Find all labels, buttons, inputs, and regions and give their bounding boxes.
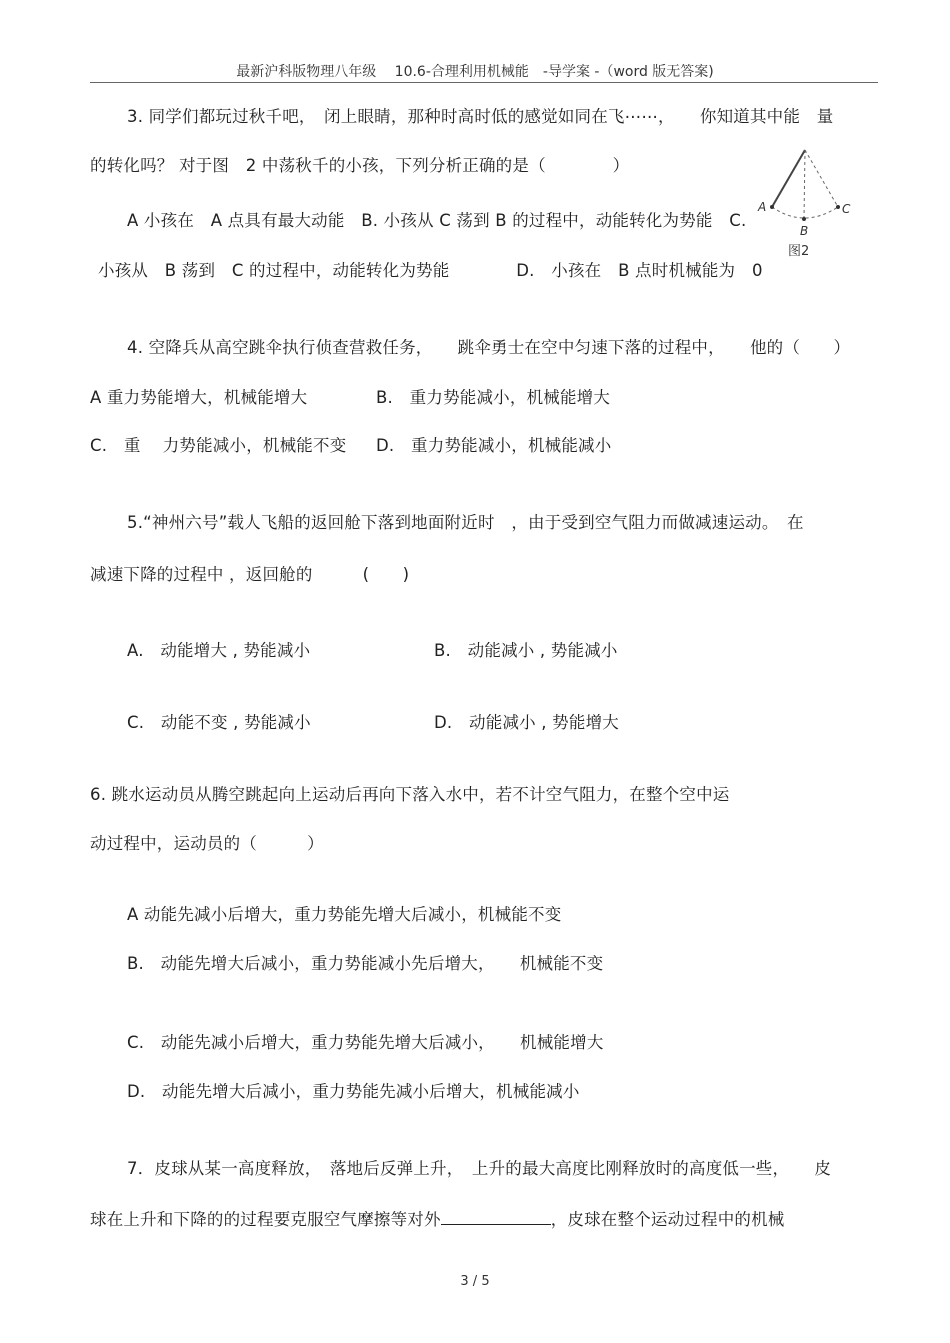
q4-option-d: D. 重力势能减小，机械能减小: [376, 436, 612, 455]
q5-option-c: C. 动能不变 , 势能减小: [127, 713, 311, 732]
q3-line-4: 小孩从 B 荡到 C 的过程中，动能转化为势能 D. 小孩在 B 点时机械能为 0: [98, 261, 763, 280]
point-b-dot: [802, 217, 806, 221]
q4-stem: 4. 空降兵从高空跳伞执行侦查营救任务， 跳伞勇士在空中匀速下落的过程中， 他的（ ）: [127, 338, 851, 357]
q5-option-b: B. 动能减小 , 势能减小: [434, 641, 618, 660]
q7-line-1: 7．皮球从某一高度释放， 落地后反弹上升， 上升的最大高度比刚释放时的高度低一些， 皮: [127, 1159, 832, 1178]
q3-line-1: 3. 同学们都玩过秋千吧， 闭上眼睛，那种时高时低的感觉如同在飞⋯⋯， 你知道其中能 量: [127, 107, 834, 126]
point-c-dot: [836, 205, 840, 209]
point-c-label: C: [842, 202, 851, 216]
q4-option-c: C. 重 力势能减小，机械能不变: [90, 436, 347, 455]
page-number: 3 / 5: [460, 1274, 490, 1289]
page-header: 最新沪科版物理八年级 10.6-合理利用机械能 -导学案 -（word 版无答案): [236, 64, 714, 80]
q6-line-2: 动过程中，运动员的（ ）: [90, 834, 324, 853]
swing-rope-center: [804, 150, 805, 219]
q6-option-c: C. 动能先减小后增大，重力势能先增大后减小， 机械能增大: [127, 1033, 604, 1052]
q7-line-2-suffix: ，皮球在整个运动过程中的机械: [550, 1210, 785, 1229]
point-a-label: A: [758, 200, 767, 214]
point-a-dot: [770, 205, 774, 209]
swing-arc: [772, 207, 838, 218]
q7-line-2: [90, 1206, 785, 1230]
figure-caption: 图2: [788, 244, 810, 259]
swing-figure: [755, 145, 865, 265]
swing-rope-left: [772, 150, 805, 207]
point-b-label: B: [800, 224, 809, 238]
q6-option-b: B. 动能先增大后减小，重力势能减小先后增大， 机械能不变: [127, 954, 604, 973]
q5-line-2: 减速下降的过程中 ，返回舱的 ( ): [90, 565, 410, 584]
q4-option-a: A 重力势能增大，机械能增大: [90, 388, 308, 407]
q6-option-d: D. 动能先增大后减小，重力势能先减小后增大，机械能减小: [127, 1082, 580, 1101]
q5-line-1: 5.“神州六号”载人飞船的返回舱下落到地面附近时 ，由于受到空气阻力而做减速运动。 在: [127, 513, 804, 532]
q3-line-3: A 小孩在 A 点具有最大动能 B. 小孩从 C 荡到 B 的过程中，动能转化为势能 C.: [127, 211, 747, 230]
q3-line-2: 的转化吗？ 对于图 2 中荡秋千的小孩，下列分析正确的是（ ）: [90, 156, 630, 175]
q6-line-1: 6. 跳水运动员从腾空跳起向上运动后再向下落入水中，若不计空气阻力，在整个空中运: [90, 785, 730, 804]
q5-option-d: D. 动能减小 , 势能增大: [434, 713, 619, 732]
q7-answer-blank: [441, 1210, 551, 1225]
swing-rope-right: [805, 150, 838, 207]
q6-option-a: A 动能先减小后增大，重力势能先增大后减小，机械能不变: [127, 905, 562, 924]
q5-option-a: A. 动能增大 , 势能减小: [127, 641, 311, 660]
q7-line-2-prefix: 球在上升和下降的的过程要克服空气摩擦等对外: [90, 1210, 441, 1229]
header-rule: [90, 82, 878, 83]
q4-option-b: B. 重力势能减小，机械能增大: [376, 388, 611, 407]
